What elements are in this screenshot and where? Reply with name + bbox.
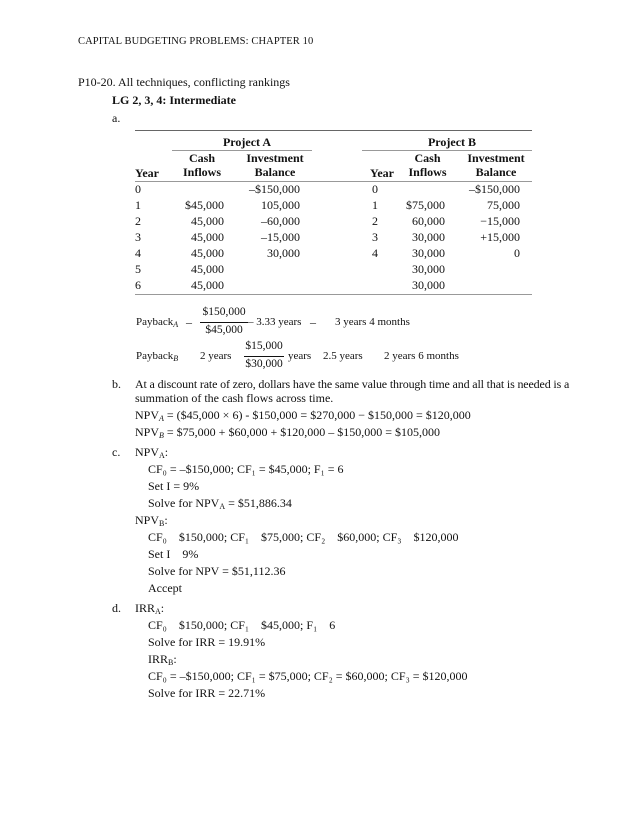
table-cell-balance: –$150,000	[249, 182, 300, 196]
running-header: CAPITAL BUDGETING PROBLEMS: CHAPTER 10	[78, 36, 314, 47]
table-cell-year: 2	[372, 214, 378, 228]
payback-a-equals-2: –	[310, 315, 316, 329]
irr-b-solve: Solve for IRR = 22.71%	[148, 686, 266, 700]
table-cell-cash: $45,000	[185, 198, 224, 212]
table-cell-year: 3	[372, 230, 378, 244]
col-inv-a-1: Investment	[246, 151, 304, 165]
irr-b-inputs: CF₀ = –$150,000; CF₁ = $75,000; CF₂ = $60,000; CF₃ = $120,000	[148, 669, 468, 683]
payback-b-lead: 2 years	[200, 350, 232, 362]
irr-a-heading: $IRR_A$:	[135, 601, 165, 616]
table-cell-cash: 30,000	[412, 278, 445, 292]
col-inv-b-2: Balance	[475, 165, 517, 179]
table-cell-year: 4	[372, 246, 378, 260]
table-cell-balance: 105,000	[261, 198, 300, 212]
table-cell-year: 4	[135, 246, 141, 260]
table-cell-cash: $75,000	[406, 198, 445, 212]
fraction-bar	[244, 356, 284, 357]
col-cash-a-1: Cash	[188, 151, 215, 165]
payback-a-result: – 3.33 years	[248, 316, 302, 328]
part-b-text-1: At a discount rate of zero, dollars have the same value through time and all that is needed is a	[135, 377, 570, 391]
col-cash-a-2: Inflows	[182, 165, 221, 179]
payback-b-result: 2.5 years	[323, 350, 363, 362]
part-b-text-2: summation of the cash flows across time.	[135, 391, 334, 405]
table-cell-year: 2	[135, 214, 141, 228]
irr-a-solve: Solve for IRR = 19.91%	[148, 635, 266, 649]
payback-b-numerator: $15,000	[245, 340, 283, 352]
table-top-rule	[135, 130, 532, 131]
payback-b-months: 2 years 6 months	[384, 350, 459, 362]
col-year-b: Year	[370, 166, 394, 180]
table-cell-balance: 30,000	[267, 246, 300, 260]
table-cell-cash: 45,000	[191, 246, 224, 260]
project-b-title: Project B	[427, 135, 477, 149]
table-cell-balance: 0	[514, 246, 520, 260]
table-cell-year: 6	[135, 278, 141, 292]
npv-b-decision: Accept	[148, 581, 182, 595]
table-cell-balance: −15,000	[480, 214, 520, 228]
table-cell-year: 0	[135, 182, 141, 196]
project-a-title: Project A	[222, 135, 272, 149]
part-c-label: c.	[112, 445, 121, 459]
col-inv-a-2: Balance	[254, 165, 296, 179]
table-cell-cash: 45,000	[191, 230, 224, 244]
npv-a-inputs: CF₀ = –$150,000; CF₁ = $45,000; F₁ = 6	[148, 462, 344, 476]
payback-a-label: Payback$_A$	[136, 316, 179, 329]
part-b-label: b.	[112, 377, 121, 391]
table-cell-year: 3	[135, 230, 141, 244]
problem-title: P10-20. All techniques, conflicting rankings	[78, 75, 290, 89]
payback-b-unit: years	[288, 350, 312, 362]
npv-a-equation: $NPV_A$ = ($45,000 × 6) - $150,000 = $270,000 − $150,000 = $120,000	[135, 408, 471, 423]
payback-a-equals: –	[186, 315, 192, 329]
irr-a-inputs: CF₀ $150,000; CF₁ $45,000; F₁ 6	[148, 618, 336, 632]
payback-b-fraction	[244, 341, 284, 373]
table-cell-balance: +15,000	[480, 230, 520, 244]
table-cell-year: 0	[372, 182, 378, 196]
table-bottom-rule	[135, 294, 532, 295]
table-cell-cash: 30,000	[412, 262, 445, 276]
table-cell-year: 1	[135, 198, 141, 212]
npv-b-equation: $NPV_B$ = $75,000 + $60,000 + $120,000 – $150,000 = $105,000	[135, 425, 440, 440]
col-year-a: Year	[135, 166, 159, 180]
table-cell-year: 1	[372, 198, 378, 212]
payback-a-months: 3 years 4 months	[335, 316, 410, 328]
table-cell-cash: 45,000	[191, 262, 224, 276]
payback-a-fraction	[200, 307, 248, 339]
payback-b-denominator: $30,000	[245, 358, 283, 370]
npv-b-rate: Set I 9%	[148, 547, 199, 561]
npv-a-solve: Solve for $NPV_A$ = $51,886.34	[148, 496, 292, 511]
npv-b-solve: Solve for NPV = $51,112.36	[148, 564, 286, 578]
table-cell-cash: 30,000	[412, 246, 445, 260]
table-cell-cash: 45,000	[191, 214, 224, 228]
part-d-label: d.	[112, 601, 121, 615]
fraction-bar	[200, 322, 248, 323]
col-cash-b-2: Inflows	[408, 165, 447, 179]
table-cell-cash: 60,000	[412, 214, 445, 228]
table-cell-balance: –60,000	[261, 214, 300, 228]
npv-a-rate: Set I = 9%	[148, 479, 200, 493]
table-cell-balance: –$150,000	[469, 182, 520, 196]
payback-b-label: Payback$_B$	[136, 350, 179, 363]
table-cell-cash: 45,000	[191, 278, 224, 292]
payback-a-numerator: $150,000	[202, 306, 246, 318]
table-cell-balance: 75,000	[487, 198, 520, 212]
table-cell-cash: 30,000	[412, 230, 445, 244]
payback-a-denominator: $45,000	[205, 324, 243, 336]
table-cell-balance: –15,000	[261, 230, 300, 244]
irr-b-heading: $IRR_B$:	[148, 652, 177, 667]
learning-goal: LG 2, 3, 4: Intermediate	[112, 93, 236, 107]
col-inv-b-1: Investment	[467, 151, 525, 165]
col-cash-b-1: Cash	[414, 151, 441, 165]
part-a-label: a.	[112, 111, 121, 125]
npv-b-heading: $NPV_B$:	[135, 513, 168, 528]
npv-b-inputs: CF₀ $150,000; CF₁ $75,000; CF₂ $60,000; CF₃ $120,000	[148, 530, 459, 544]
npv-a-heading: $NPV_A$:	[135, 445, 169, 460]
table-cell-year: 5	[135, 262, 141, 276]
